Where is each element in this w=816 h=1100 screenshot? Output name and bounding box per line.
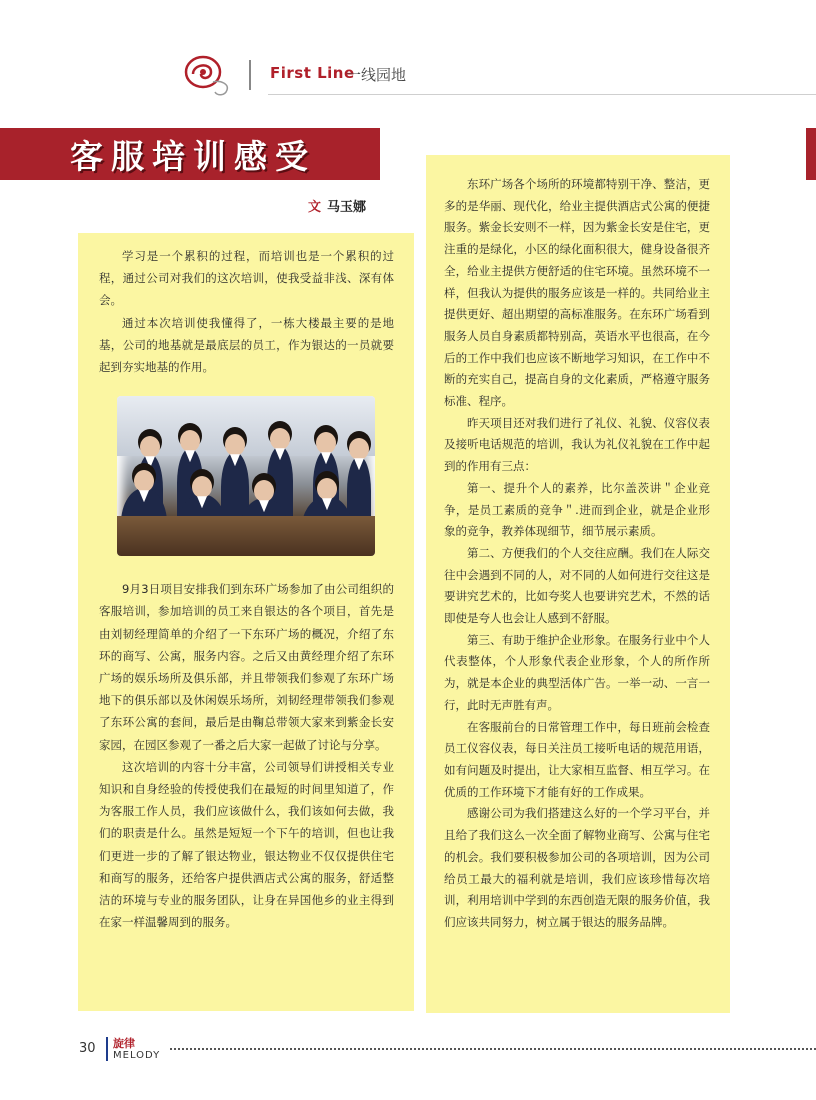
right-column bbox=[426, 155, 730, 1013]
paragraph: 这次培训的内容十分丰富，公司领导们讲授相关专业知识和自身经验的传授使我们在最短的时间里知道了，作为客服工作人员，我们应该做什么，我们该如何去做，我们的职责是什么。虽然是短短一个下午的培训，但也让我们更进一步的了解了银达物业，银达物业不仅仅提供住宅和商写的服务，还给客户提供酒店式公寓的服务，舒适整洁的环境与专业的服务团队，让身在异国他乡的业主得到在家一样温馨周到的服务。 bbox=[99, 759, 394, 930]
article-title: 客服培训感受 bbox=[70, 137, 316, 176]
paragraph: 在客服前台的日常管理工作中，每日班前会检查员工仪容仪表，每日关注员工接听电话的规范用语，如有问题及时提出，让大家相互监督、相互学习。在优质的工作环境下才能有好的工作成果。 bbox=[444, 719, 710, 799]
paragraph: 第三、有助于维护企业形象。在服务行业中个人代表整体，个人形象代表企业形象，个人的所作所为，就是本企业的典型活体广告。一举一动、一言一行，此时无声胜有声。 bbox=[444, 632, 710, 712]
paragraph: 昨天项目还对我们进行了礼仪、礼貌、仪容仪表及接听电话规范的培训，我认为礼仪礼貌在工作中起到的作用有三点： bbox=[444, 415, 710, 474]
training-photo bbox=[117, 396, 375, 556]
header-rule bbox=[268, 94, 816, 95]
paragraph: 第二、方便我们的个人交往应酬。我们在人际交往中会遇到不同的人，对不同的人如何进行交往这是要讲究艺术的，比如夸奖人也要讲究艺术，不然的话即使是夸人也会让人感到不舒服。 bbox=[444, 545, 710, 626]
magazine-name-en: MELODY bbox=[113, 1050, 161, 1061]
section-name: 一线园地 bbox=[346, 66, 407, 84]
paragraph: 第一、提升个人的素养，比尔盖茨讲＂企业竞争，是员工素质的竞争＂.进而到企业，就是企业形象的竞争，教养体现细节，细节展示素质。 bbox=[444, 480, 710, 539]
header-divider bbox=[249, 60, 251, 90]
page-edge-tab bbox=[806, 128, 816, 180]
paragraph: 学习是一个累积的过程，而培训也是一个累积的过程，通过公司对我们的这次培训，使我受益非浅、深有体会。 bbox=[99, 249, 394, 308]
magazine-name-cn: 旋律 bbox=[113, 1037, 135, 1050]
paragraph: 通过本次培训使我懂得了，一栋大楼最主要的是地基，公司的地基就是最底层的员工，作为银达的一员就要起到夯实地基的作用。 bbox=[99, 315, 394, 375]
paragraph: 9月3日项目安排我们到东环广场参加了由公司组织的客服培训，参加培训的员工来自银达的各个项目，首先是由刘韧经理简单的介绍了一下东环广场的概况，介绍了东环的商写、公寓，服务内容。之后又由黄经理介绍了东环广场的娱乐场所及俱乐部，并且带领我们参观了东环广场地下的俱乐部以及休闲娱乐场所，刘韧经理带领我们参观了东环公寓的套间，最后是由鞠总带领大家来到紫金长安家园，在园区参观了一番之后大家一起做了讨论与分享。 bbox=[99, 582, 394, 752]
left-column bbox=[78, 233, 414, 1011]
brand-name: First Line bbox=[270, 64, 355, 82]
byline bbox=[308, 196, 366, 215]
author-label: 文 bbox=[308, 200, 322, 215]
page-number: 30 bbox=[79, 1041, 96, 1056]
swirl-logo-icon bbox=[183, 52, 235, 98]
author-name: 马玉娜 bbox=[327, 200, 367, 215]
paragraph: 感谢公司为我们搭建这么好的一个学习平台，并且给了我们这么一次全面了解物业商写、公寓与住宅的机会。我们要积极参加公司的各项培训，因为公司给员工最大的福利就是培训，我们应该珍惜每次培训，利用培训中学到的东西创造无限的服务价值，我们应该共同努力，树立属于银达的服务品牌。 bbox=[444, 806, 710, 929]
footer-bar bbox=[106, 1037, 108, 1061]
paragraph: 东环广场各个场所的环境都特别干净、整洁，更多的是华丽、现代化，给业主提供酒店式公寓的便捷服务。紫金长安则不一样，因为紫金长安是住宅，更注重的是绿化，小区的绿化面积很大，健身设备很齐全，给业主提供方便舒适的住宅环境。虽然环境不一样，但我认为提供的服务应该是一样的。共同给业主提供更好、超出期望的高标准服务。在东环广场看到服务人员自身素质都特别高，英语水平也很高，在今后的工作中我们也应该不断地学习知识，在工作中不断的充实自己，提高自身的文化素质，严格遵守服务标准、程序。 bbox=[444, 177, 710, 409]
footer-dotted-rule bbox=[170, 1048, 816, 1050]
